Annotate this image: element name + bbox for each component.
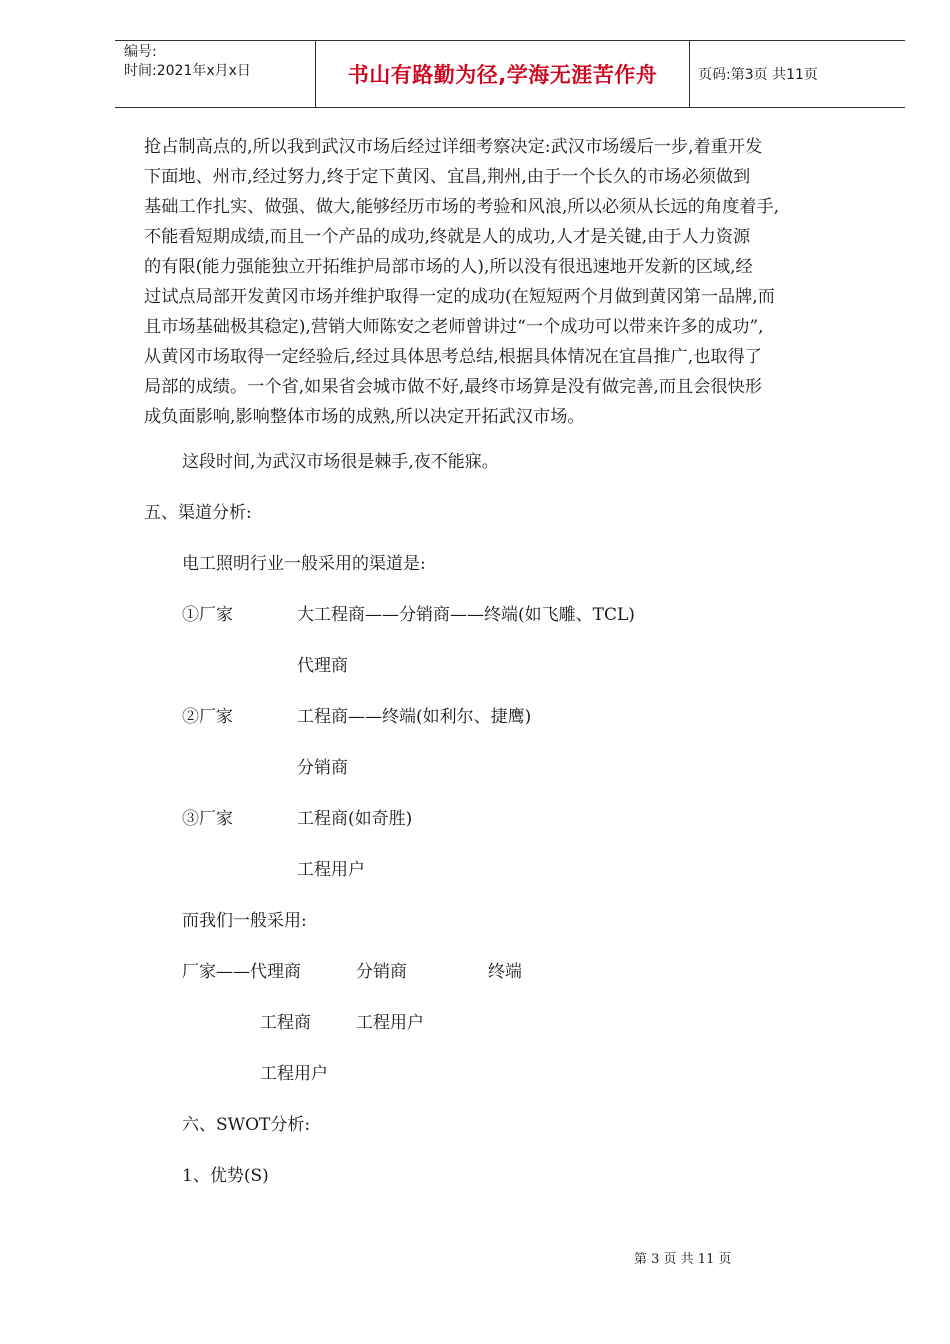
number-label: 编号: bbox=[124, 44, 157, 60]
our-row1-mid: 分销商 bbox=[356, 962, 407, 982]
paragraph-line: 抢占制高点的,所以我到武汉市场后经过详细考察决定:武汉市场缓后一步,着重开发 bbox=[144, 137, 763, 157]
header-meta bbox=[115, 41, 316, 107]
page-footer: 第 3 页 共 11 页 bbox=[634, 1252, 732, 1267]
our-row2-start: 工程商 bbox=[260, 1013, 311, 1033]
channel2-label: ②厂家 bbox=[182, 707, 233, 727]
motto-text: 书山有路勤为径,学海无涯苦作舟 bbox=[347, 63, 658, 87]
channel-intro: 电工照明行业一般采用的渠道是: bbox=[182, 554, 426, 574]
section6-heading: 六、SWOT分析: bbox=[182, 1115, 311, 1135]
our-channel-intro: 而我们一般采用: bbox=[182, 911, 307, 931]
channel2-main: 工程商——终端(如利尔、捷鹰) bbox=[297, 707, 532, 727]
paragraph-line: 的有限(能力强能独立开拓维护局部市场的人),所以没有很迅速地开发新的区域,经 bbox=[144, 257, 753, 277]
header-motto-cell bbox=[316, 41, 690, 107]
channel1-sub: 代理商 bbox=[297, 656, 348, 676]
night-line: 这段时间,为武汉市场很是棘手,夜不能寐。 bbox=[182, 452, 499, 472]
our-row2-end: 工程用户 bbox=[356, 1013, 424, 1033]
header-page-cell bbox=[690, 41, 905, 107]
paragraph-line: 局部的成绩。一个省,如果省会城市做不好,最终市场算是没有做完善,而且会很快形 bbox=[144, 377, 762, 397]
paragraph-line: 下面地、州市,经过努力,终于定下黄冈、宜昌,荆州,由于一个长久的市场必须做到 bbox=[144, 167, 751, 187]
our-row1-start: 厂家——代理商 bbox=[182, 962, 301, 982]
swot-item-1: 1、优势(S) bbox=[182, 1166, 269, 1186]
page-label: 页码:第3页 共11页 bbox=[698, 67, 818, 83]
paragraph-line: 从黄冈市场取得一定经验后,经过具体思考总结,根据具体情况在宜昌推广,也取得了 bbox=[144, 347, 762, 367]
channel2-sub: 分销商 bbox=[297, 758, 348, 778]
our-row1-end: 终端 bbox=[488, 962, 522, 982]
paragraph-line: 成负面影响,影响整体市场的成熟,所以决定开拓武汉市场。 bbox=[144, 407, 585, 427]
channel3-sub: 工程用户 bbox=[297, 860, 365, 880]
section5-heading: 五、渠道分析: bbox=[144, 503, 252, 523]
channel1-main: 大工程商——分销商——终端(如飞雕、TCL) bbox=[297, 605, 635, 625]
time-label: 时间:2021年x月x日 bbox=[124, 63, 251, 79]
our-row3: 工程用户 bbox=[260, 1064, 328, 1084]
paragraph-line: 不能看短期成绩,而且一个产品的成功,终就是人的成功,人才是关键,由于人力资源 bbox=[144, 227, 751, 247]
channel3-main: 工程商(如奇胜) bbox=[297, 809, 413, 829]
channel1-label: ①厂家 bbox=[182, 605, 233, 625]
page-header bbox=[115, 40, 905, 108]
paragraph-line: 过试点局部开发黄冈市场并维护取得一定的成功(在短短两个月做到黄冈第一品牌,而 bbox=[144, 287, 775, 307]
paragraph-line: 基础工作扎实、做强、做大,能够经历市场的考验和风浪,所以必须从长远的角度着手, bbox=[144, 197, 780, 217]
paragraph-line: 且市场基础极其稳定),营销大师陈安之老师曾讲过“一个成功可以带来许多的成功”, bbox=[144, 317, 764, 337]
channel3-label: ③厂家 bbox=[182, 809, 233, 829]
